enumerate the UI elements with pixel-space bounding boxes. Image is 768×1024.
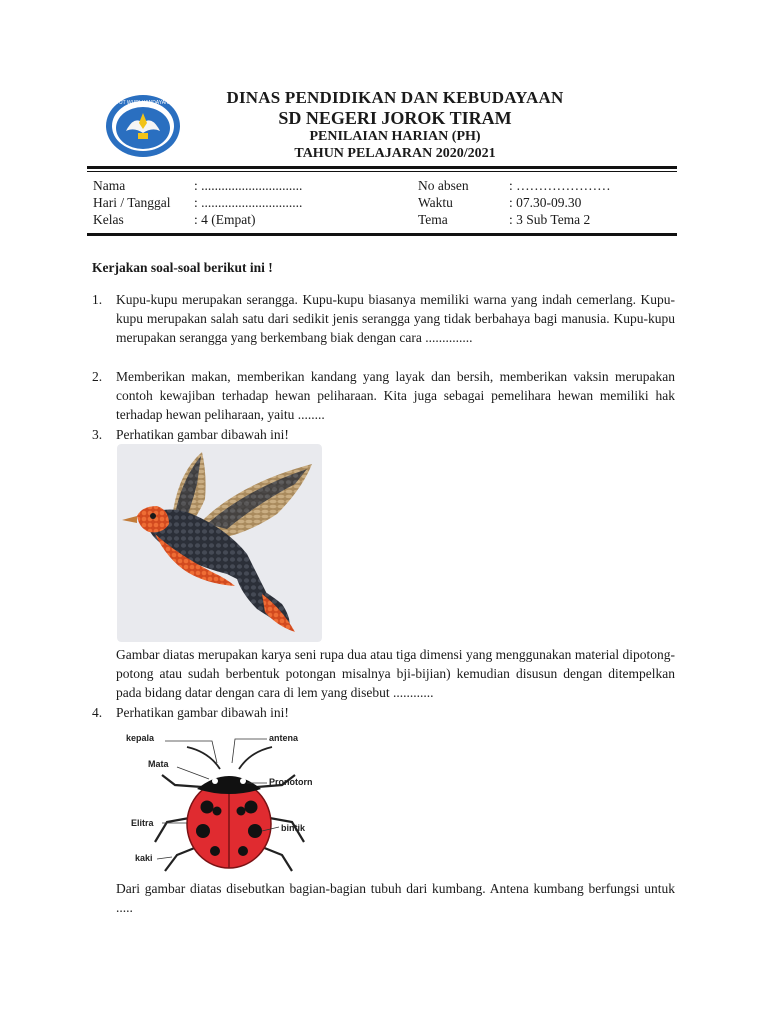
info-right-values (509, 177, 611, 228)
tut-wuri-handayani-logo (104, 93, 182, 159)
info-right-labels (418, 177, 469, 228)
ladybug-antennae (187, 747, 272, 769)
label-waktu: Waktu (418, 195, 453, 210)
header-school-name: SD NEGERI JOROK TIRAM (278, 108, 512, 128)
value-hari-tanggal: : .............................. (194, 195, 303, 210)
label-mata: Mata (148, 759, 169, 769)
label-bintik: bintik (281, 823, 305, 833)
value-kelas: : 4 (Empat) (194, 212, 256, 227)
ladybug-diagram (117, 727, 327, 875)
label-nama: Nama (93, 178, 126, 193)
question-text: Memberikan makan, memberikan kandang yang layak dan bersih, memberikan vaksin merupakan contoh kewajiban terhadap hewan peliharaan. Kita juga sebagai pemelihara hewan memiliki hak terhadap hewan peliharaan, yaitu ........ (116, 369, 675, 422)
question-3-followup-text: Gambar diatas merupakan karya seni rupa dua atau tiga dimensi yang menggunakan material dipotong-potong atau sudah berbentuk potongan misalnya bji-bijian) kemudian disusun dengan ditempelkan pada bidang datar dengan cara di lem yang disebut ............ (116, 647, 675, 700)
value-nama: : .............................. (194, 178, 303, 193)
info-left-values (194, 177, 302, 228)
label-hari-tanggal: Hari / Tanggal (93, 195, 171, 210)
question-4-followup-text: Dari gambar diatas disebutkan bagian-bagian tubuh dari kumbang. Antena kumbang berfungsi untuk ..... (116, 881, 675, 915)
ladybug-pronotum (197, 776, 261, 794)
value-waktu: : 07.30-09.30 (509, 195, 582, 210)
label-elitra: Elitra (131, 818, 154, 828)
value-tema: : 3 Sub Tema 2 (509, 212, 591, 227)
question-number: 2. (92, 369, 103, 384)
question-text: Perhatikan gambar dibawah ini! (116, 427, 289, 442)
info-left-labels (93, 177, 171, 228)
label-no-absen: No absen (418, 178, 469, 193)
info-divider (87, 233, 677, 236)
label-tema: Tema (418, 212, 448, 227)
label-kaki: kaki (135, 853, 153, 863)
value-no-absen: : ………………… (509, 178, 611, 193)
header-assessment: PENILAIAN HARIAN (PH) (309, 129, 481, 144)
svg-text:TUT WURI HANDAYANI: TUT WURI HANDAYANI (115, 100, 171, 106)
label-antena: antena (269, 733, 299, 743)
question-number: 1. (92, 292, 103, 307)
question-text: Perhatikan gambar dibawah ini! (116, 705, 289, 720)
header-divider-thick (87, 166, 677, 169)
label-kepala: kepala (126, 733, 155, 743)
question-number: 4. (92, 705, 103, 720)
header-divider-thin (87, 171, 677, 172)
label-pronotorn: Pronotorn (269, 777, 313, 787)
question-number: 3. (92, 427, 103, 442)
bird-seed-mosaic-image (117, 444, 322, 642)
header-line-1: DINAS PENDIDIKAN DAN KEBUDAYAAN (226, 88, 564, 107)
header-academic-year: TAHUN PELAJARAN 2020/2021 (294, 146, 496, 161)
label-kelas: Kelas (93, 212, 124, 227)
question-text: Kupu-kupu merupakan serangga. Kupu-kupu biasanya memiliki warna yang indah cemerlang. Kupu-kupu merupakan salah satu dari sedikit jenis serangga yang tidak berbahaya bagi manusia. Kupu-kupu merupakan serangga yang berkembang biak dengan cara .............. (116, 292, 675, 345)
instruction-text: Kerjakan soal-soal berikut ini ! (92, 260, 273, 275)
